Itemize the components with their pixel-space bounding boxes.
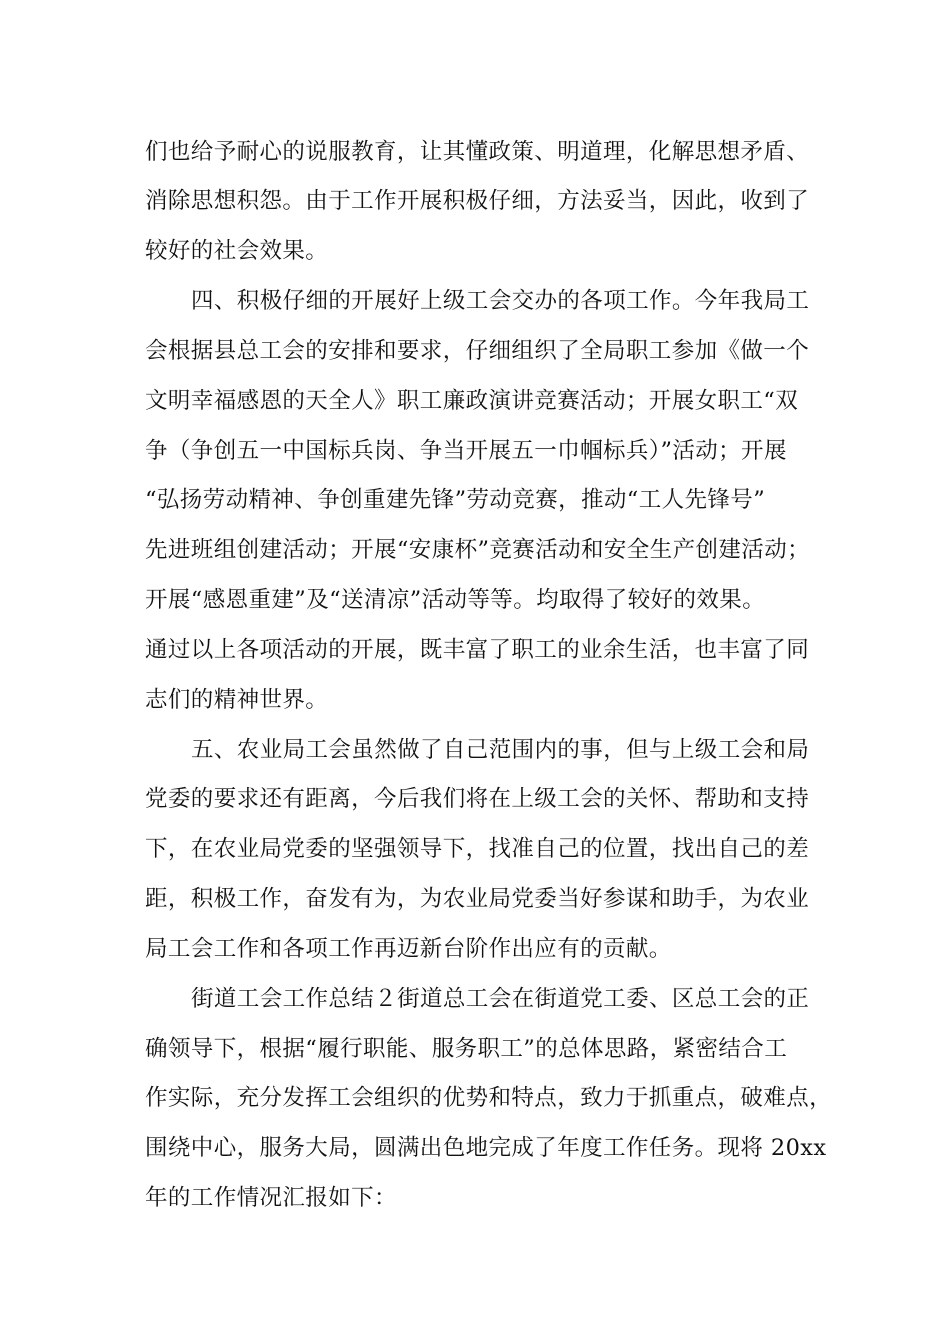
text-line: 先进班组创建活动；开展“安康杯”竞赛活动和安全生产创建活动；	[145, 537, 811, 563]
text-line: “弘扬劳动精神、争创重建先锋”劳动竞赛，推动“工人先锋号”	[145, 487, 766, 513]
text-line: 开展“感恩重建”及“送清凉”活动等等。均取得了较好的效果。	[145, 587, 766, 613]
text-line: 距，积极工作，奋发有为，为农业局党委当好参谋和助手，为农业	[145, 886, 810, 912]
text-line: 党委的要求还有距离，今后我们将在上级工会的关怀、帮助和支持	[145, 786, 810, 812]
text-line: 确领导下，根据“履行职能、服务职工”的总体思路，紧密结合工	[145, 1036, 788, 1062]
text-line: 志们的精神世界。	[145, 687, 329, 713]
text-line: 围绕中心，服务大局，圆满出色地完成了年度工作任务。现将 20xx	[145, 1135, 827, 1161]
text-line: 年的工作情况汇报如下：	[145, 1185, 397, 1211]
text-line: 较好的社会效果。	[145, 238, 329, 264]
text-line: 局工会工作和各项工作再迈新台阶作出应有的贡献。	[145, 936, 672, 962]
text-line: 争（争创五一中国标兵岗、争当开展五一巾帼标兵）”活动；开展	[145, 438, 787, 464]
paragraph-start: 四、积极仔细的开展好上级工会交办的各项工作。今年我局工	[191, 288, 810, 314]
text-line: 们也给予耐心的说服教育，让其懂政策、明道理，化解思想矛盾、	[145, 139, 810, 165]
text-line: 通过以上各项活动的开展，既丰富了职工的业余生活，也丰富了同	[145, 637, 810, 663]
text-line: 下，在农业局党委的坚强领导下，找准自己的位置，找出自己的差	[145, 836, 810, 862]
text-line: 消除思想积怨。由于工作开展积极仔细，方法妥当，因此，收到了	[145, 188, 810, 214]
text-line: 文明幸福感恩的天全人》职工廉政演讲竞赛活动；开展女职工“双	[145, 388, 799, 414]
paragraph-start: 街道工会工作总结２街道总工会在街道党工委、区总工会的正	[191, 986, 810, 1012]
paragraph-start: 五、农业局工会虽然做了自己范围内的事，但与上级工会和局	[191, 737, 810, 763]
text-line: 作实际，充分发挥工会组织的优势和特点，致力于抓重点，破难点，	[145, 1085, 833, 1111]
text-line: 会根据县总工会的安排和要求，仔细组织了全局职工参加《做一个	[145, 338, 810, 364]
